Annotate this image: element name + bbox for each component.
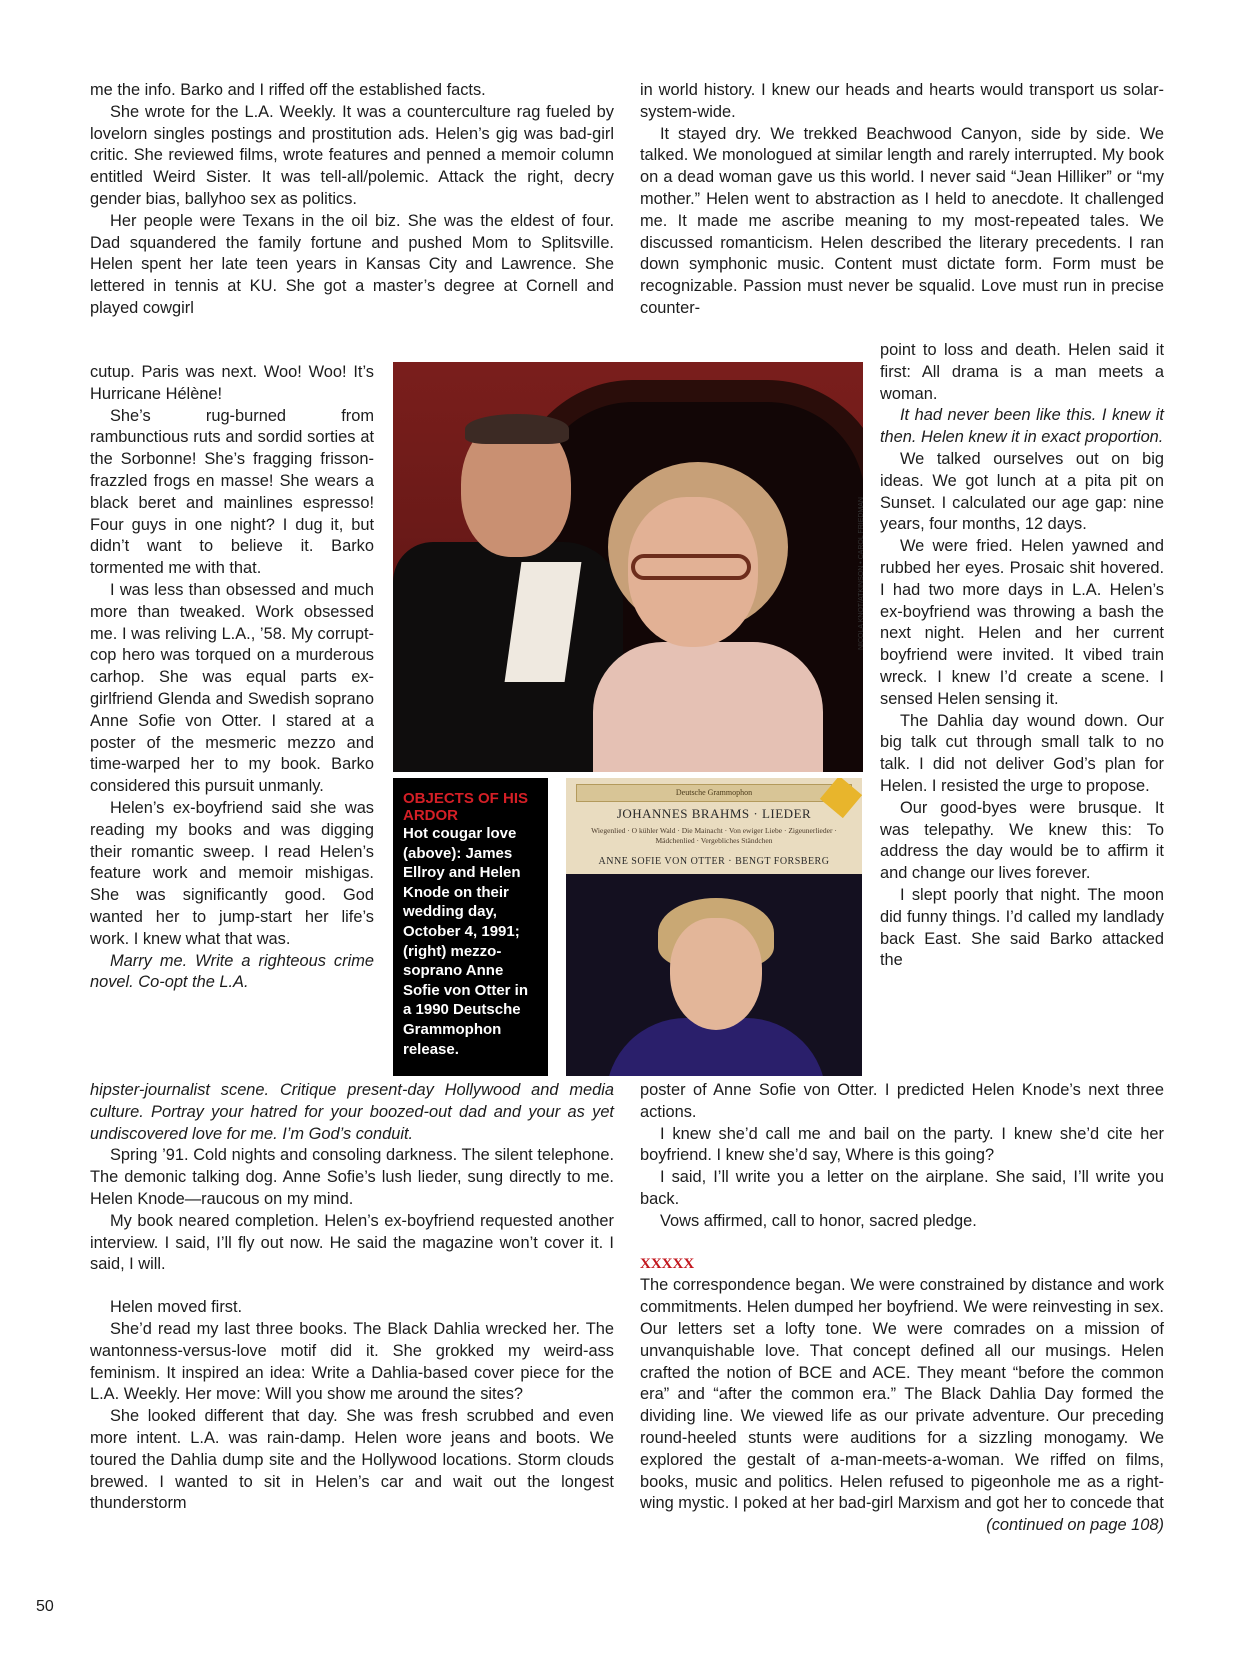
woman-dress <box>593 642 823 772</box>
paragraph: I was less than obsessed and much more than tweaked. Work obsessed me. I was reliving L.A., ’58. My corrupt-cop hero was torqued on a murderous carhop. She was equal parts ex-girlfriend Glenda and Swedish soprano Anne Sofie von Otter. I stared at a poster of the mesmeric mezzo and time-warped her to my book. Barko considered this pursuit unmanly. <box>90 580 374 796</box>
paragraph: Our good-byes were brusque. It was telepathy. We knew this: To address the day would be to affirm it and change our lives forever. <box>880 798 1164 883</box>
paragraph: It had never been like this. I knew it then. Helen knew it in exact proportion. <box>880 406 1164 447</box>
paragraph: The Dahlia day wound down. Our big talk cut through small talk to no talk. I did not deliver God’s plan for Helen. I resisted the urge to propose. <box>880 711 1164 795</box>
paragraph: Spring ’91. Cold nights and consoling darkness. The silent telephone. The demonic talking dog. Anne Sofie’s lush lieder, sung directly to me. Helen Knode—raucous on my mind. <box>90 1146 614 1208</box>
paragraph: cutup. Paris was next. Woo! Woo! It’s Hurricane Hélène! <box>90 363 374 403</box>
section-break: XXXXX <box>640 1255 695 1272</box>
left-column-bottom <box>90 1080 614 1515</box>
paragraph: Helen moved first. <box>110 1298 243 1317</box>
album-songs: Wiegenlied · O kühler Wald · Die Mainacht · Von ewiger Liebe · Zigeunerlieder · Mädchenlied · Vergebliches Ständchen <box>591 826 837 845</box>
paragraph: me the info. Barko and I riffed off the established facts. <box>90 81 486 99</box>
paragraph: She’d read my last three books. The Black Dahlia wrecked her. The wantonness-versus-love motif did it. She grokked my weird-ass feminism. It inspired an idea: Write a Dahlia-based cover piece for the L.A. Weekly. Her move: Will you show me around the sites? <box>90 1319 614 1404</box>
wedding-photo <box>393 362 863 772</box>
continued-note: (continued on page 108) <box>986 1516 1164 1535</box>
man-hair <box>465 414 569 444</box>
label-logo: Deutsche Grammophon <box>576 784 852 802</box>
paragraph: She wrote for the L.A. Weekly. It was a counterculture rag fueled by lovelorn singles postings and prostitution ads. Helen’s gig was bad-girl critic. She reviewed films, wrote features and penned a memoir column entitled Weird Sister. It was tell-all/polemic. Attack the right, decry gender bias, ballyhoo sex as politics. <box>90 102 614 208</box>
caption-title: OBJECTS OF HIS ARDOR <box>403 790 529 824</box>
singer-face <box>670 918 762 1030</box>
paragraph: Helen’s ex-boyfriend said she was reading my books and was digging their romantic sweep. I read Helen’s feature work and memoir mishigas. She was significantly good. God wanted her to jump-start her life’s work. I knew what that was. <box>90 798 374 948</box>
paragraph: hipster-journalist scene. Critique present-day Hollywood and media culture. Portray your hatred for your boozed-out dad and your as yet undiscovered love for me. I’m God’s conduit. <box>90 1081 614 1143</box>
paragraph: Vows affirmed, call to honor, sacred pledge. <box>660 1211 977 1230</box>
paragraph: We talked ourselves out on big ideas. We got lunch at a pita pit on Sunset. I calculated our age gap: nine years, four months, 12 days. <box>880 449 1164 534</box>
paragraph: We were fried. Helen yawned and rubbed her eyes. Prosaic shit hovered. I had two more days in L.A. Helen’s ex-boyfriend was throwing a bash the next night. Helen and her current boyfriend were invited. It vibed train wreck. I knew I’d create a scene. I sensed Helen sensing it. <box>880 537 1164 708</box>
photo-credit: NICOLA KNOT/ATKINSON • CAROL FRIEDMAN <box>858 497 865 650</box>
paragraph: Her people were Texans in the oil biz. She was the eldest of four. Dad squandered the family fortune and pushed Mom to Splitsville. Helen spent her late teen years in Kansas City and Lawrence. She lettered in tennis at KU. She got a master’s degree at Cornell and played cowgirl <box>90 211 614 317</box>
paragraph: She looked different that day. She was fresh scrubbed and even more intent. L.A. was rain-damp. Helen wore jeans and boots. We toured the Dahlia dump site and the Hollywood locations. Storm clouds brewed. I wanted to sit in Helen’s car and wait out the longest thunderstorm <box>90 1407 614 1513</box>
paragraph: She’s rug-burned from rambunctious ruts and sordid sorties at the Sorbonne! She’s fragging frisson-frazzled frogs en masse! She wears a black beret and mainlines espresso! Four guys in one night? I dug it, but didn’t want to believe it. Barko tormented me with that. <box>90 406 374 578</box>
paragraph: I said, I’ll write you a letter on the airplane. She said, I’ll write you back. <box>640 1168 1164 1208</box>
paragraph: I slept poorly that night. The moon did funny things. I’d called my landlady back East. She said Barko attacked the <box>880 885 1164 970</box>
album-artists: ANNE SOFIE VON OTTER · BENGT FORSBERG <box>598 856 830 867</box>
caption-body: Hot cougar love (above): James Ellroy and Helen Knode on their wedding day, October 4, 1991; (right) mezzo-soprano Anne Sofie von Otter in a 1990 Deutsche Grammophon release. <box>403 825 529 1058</box>
left-column-top <box>90 80 614 320</box>
paragraph: Marry me. Write a righteous crime novel. Co-opt the L.A. <box>90 951 374 992</box>
album-cover <box>566 778 862 1076</box>
right-column-bottom <box>640 1080 1164 1537</box>
paragraph <box>640 1275 1164 1535</box>
right-column-top <box>640 80 1164 320</box>
paragraph: poster of Anne Sofie von Otter. I predicted Helen Knode’s next three actions. <box>640 1081 1164 1121</box>
paragraph: It stayed dry. We trekked Beachwood Canyon, side by side. We talked. We monologued at similar length and rarely interrupted. My book on a dead woman gave us this world. I never said “Jean Hilliker” or “my mother.” Helen went to abstraction as I held to anecdote. It challenged me. It made me ascribe meaning to my most-repeated tales. We discussed romanticism. Helen described the literary precedents. I ran down symphonic music. Content must dictate form. Form must be recognizable. Passion must never be squalid. Love must run in precise counter- <box>640 124 1164 317</box>
paragraph-text: The correspondence began. We were constrained by distance and work commitments. Helen dumped her boyfriend. We were reinvesting in sex. Our letters set a lofty tone. We were comrades on a mission of unvanquishable love. That concept defined all our musings. Helen crafted the notion of BCE and ACE. They meant “before the common era” and “after the common era.” The Black Dahlia Day formed the dividing line. We viewed life as our private adventure. Our preceding round-heeled stunts were auditions for a sizzling monogamy. We explored the gestalt of a-man-meets-a-woman. We riffed on films, books, music and politics. Helen refused to pigeonhole me as a right-wing mystic. I poked at her bad-girl Marxism and got her to concede that <box>640 1276 1164 1513</box>
left-column-narrow <box>90 362 374 994</box>
album-title: JOHANNES BRAHMS · LIEDER <box>616 806 812 821</box>
paragraph: point to loss and death. Helen said it first: All drama is a man meets a woman. <box>880 341 1164 403</box>
paragraph: in world history. I knew our heads and hearts would transport us solar-system-wide. <box>640 81 1164 121</box>
photo-caption <box>393 778 548 1076</box>
glasses <box>631 554 751 580</box>
page-number: 50 <box>36 1598 54 1615</box>
paragraph: I knew she’d call me and bail on the party. I knew she’d cite her boyfriend. I knew she’d say, Where is this going? <box>640 1124 1164 1165</box>
right-column-narrow <box>880 340 1164 972</box>
paragraph: My book neared completion. Helen’s ex-boyfriend requested another interview. I said, I’ll fly out now. He said the magazine won’t cover it. I said, I will. <box>90 1211 614 1274</box>
